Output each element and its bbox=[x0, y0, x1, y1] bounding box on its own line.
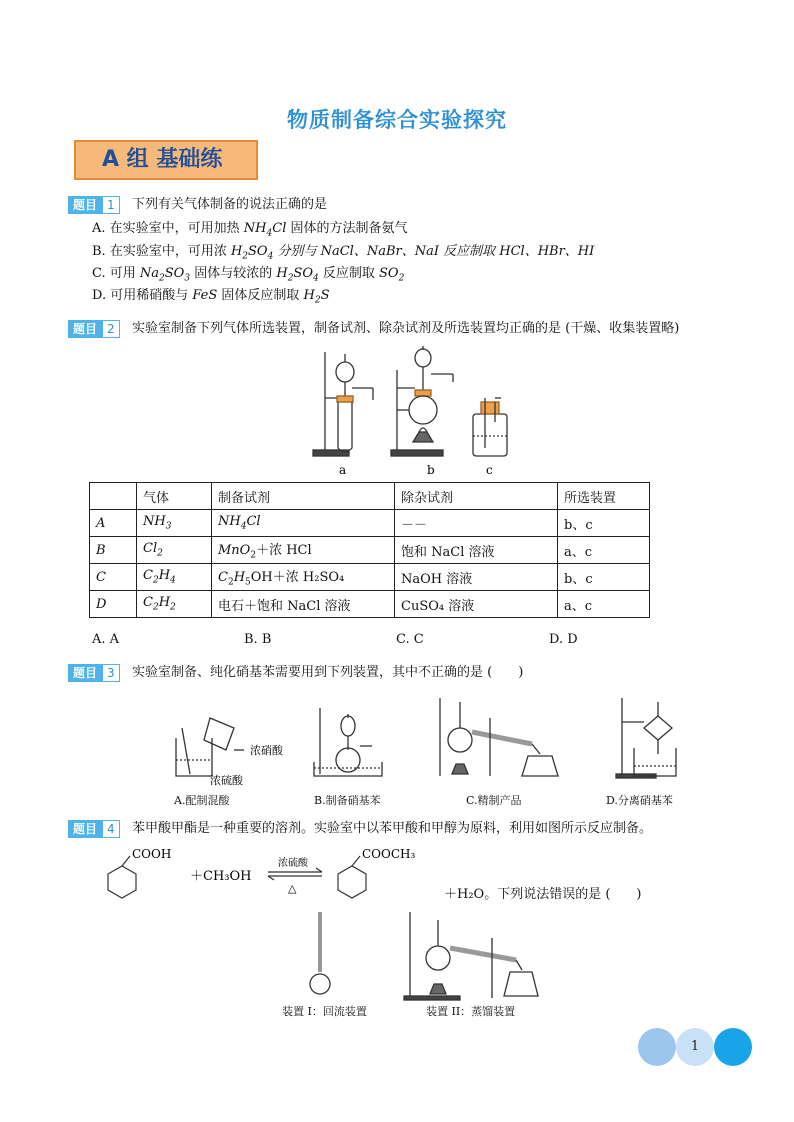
q3-caption-d: D.分离硝基苯 bbox=[606, 794, 673, 807]
group-heading: A 组 基础练 bbox=[74, 140, 258, 180]
ester-label: COOCH₃ bbox=[362, 847, 416, 861]
beaker-a bbox=[176, 738, 212, 776]
benzene-ring-2 bbox=[338, 866, 366, 898]
separatory-funnel-d bbox=[644, 716, 672, 740]
flask-b bbox=[409, 396, 437, 424]
benzene-ring-1 bbox=[108, 866, 136, 898]
label-sulfuric-acid: 浓硫酸 bbox=[210, 774, 243, 787]
q2-option-c: C. C bbox=[396, 632, 424, 647]
cooh-label: COOH bbox=[132, 847, 172, 861]
q4-caption-1: 装置 I：回流装置 bbox=[282, 1005, 367, 1018]
burner-b bbox=[413, 432, 433, 442]
distill-condenser bbox=[450, 948, 516, 960]
q1-option-d: D. 可用稀硝酸与 FeS 固体反应制取 $H_2S$ bbox=[92, 288, 330, 306]
q4-stem: 苯甲酸甲酯是一种重要的溶剂。实验室中以苯甲酸和甲醇为原料，利用如图所示反应制备。 bbox=[132, 821, 653, 836]
heat-symbol: △ bbox=[288, 882, 297, 895]
page-circle-left bbox=[638, 1028, 676, 1066]
test-tube-a bbox=[338, 402, 352, 452]
label-nitric-acid: 浓硝酸 bbox=[250, 744, 283, 757]
question-tag-1: 题目 1 bbox=[68, 196, 120, 214]
condition-label: 浓硫酸 bbox=[278, 858, 308, 869]
question-tag-4: 题目 4 bbox=[68, 820, 120, 838]
q1-option-a: A. 在实验室中，可用加热 $NH_4Cl$ 固体的方法制备氨气 bbox=[92, 221, 408, 239]
methanol-label: ＋CH₃OH bbox=[190, 869, 252, 884]
tilted-beaker-a bbox=[204, 718, 234, 750]
water-bath-b bbox=[314, 762, 382, 776]
table-row: B $Cl_2$ MnO$_2$＋浓 HCl 饱和 NaCl 溶液 a、c bbox=[90, 537, 650, 564]
q3-caption-a: A.配制混酸 bbox=[174, 794, 230, 807]
question-tag-3: 题目 3 bbox=[68, 664, 120, 682]
q2-apparatus-figure bbox=[305, 340, 525, 480]
page-circle-right bbox=[714, 1028, 752, 1066]
receiver-c bbox=[522, 756, 558, 776]
q4-apparatus-figure bbox=[280, 908, 560, 1004]
q2-option-b: B. B bbox=[244, 632, 272, 647]
dropping-funnel-b bbox=[415, 349, 431, 367]
q1-option-b: B. 在实验室中，可用浓 $H_2SO_4$ 分别与 NaCl、NaBr、NaI 反应制取 HCl、HBr、HI bbox=[92, 244, 595, 262]
fig-label-a: a bbox=[339, 463, 347, 477]
distill-flask bbox=[426, 946, 450, 970]
fig-label-c: c bbox=[486, 463, 493, 477]
q3-caption-b: B.制备硝基苯 bbox=[314, 794, 381, 807]
page-number-badge bbox=[638, 1028, 754, 1066]
q4-caption-2: 装置 II：蒸馏装置 bbox=[426, 1005, 516, 1018]
page-number: 1 bbox=[676, 1028, 714, 1066]
reflux-flask bbox=[310, 974, 330, 994]
gas-bottle-c bbox=[473, 414, 507, 456]
fig-label-b: b bbox=[427, 463, 435, 477]
q2-option-a: A. A bbox=[92, 632, 120, 647]
q1-stem: 下列有关气体制备的说法正确的是 bbox=[132, 197, 328, 212]
page-title: 物质制备综合实验探究 bbox=[287, 108, 507, 132]
q1-option-c: C. 可用 $Na_2SO_3$ 固体与较浓的 $H_2SO_4$ 反应制取 $SO_2$ bbox=[92, 266, 405, 284]
table-header-row: 气体 制备试剂 除杂试剂 所选装置 bbox=[90, 483, 650, 510]
receiving-flask bbox=[504, 972, 538, 996]
q2-table bbox=[89, 482, 650, 618]
q4-tail: ＋H₂O。下列说法错误的是 ( ) bbox=[444, 887, 642, 902]
q2-stem: 实验室制备下列气体所选装置，制备试剂、除杂试剂及所选装置均正确的是 (干燥、收集装置略) bbox=[132, 321, 680, 336]
table-row: A $NH_3$ $NH_4Cl$ －－ b、c bbox=[90, 510, 650, 537]
beaker-d bbox=[634, 748, 676, 776]
condenser-c bbox=[472, 732, 532, 744]
table-row: D $C_2H_2$ 电石＋饱和 NaCl 溶液 CuSO₄ 溶液 a、c bbox=[90, 591, 650, 618]
distill-flask-c bbox=[448, 728, 472, 752]
q3-caption-c: C.精制产品 bbox=[466, 794, 522, 807]
question-tag-2: 题目 2 bbox=[68, 320, 120, 338]
q3-stem: 实验室制备、纯化硝基苯需要用到下列装置，其中不正确的是 ( ) bbox=[132, 665, 524, 680]
dropping-funnel-a bbox=[336, 362, 354, 382]
q2-option-d: D. D bbox=[549, 632, 578, 647]
q3-apparatus-figure bbox=[160, 688, 700, 788]
stand-base-a bbox=[313, 450, 349, 456]
table-row: C $C_2H_4$ $C_2H_5OH+$浓 H₂SO₄ NaOH 溶液 b、c bbox=[90, 564, 650, 591]
q4-reaction-figure bbox=[86, 842, 446, 902]
